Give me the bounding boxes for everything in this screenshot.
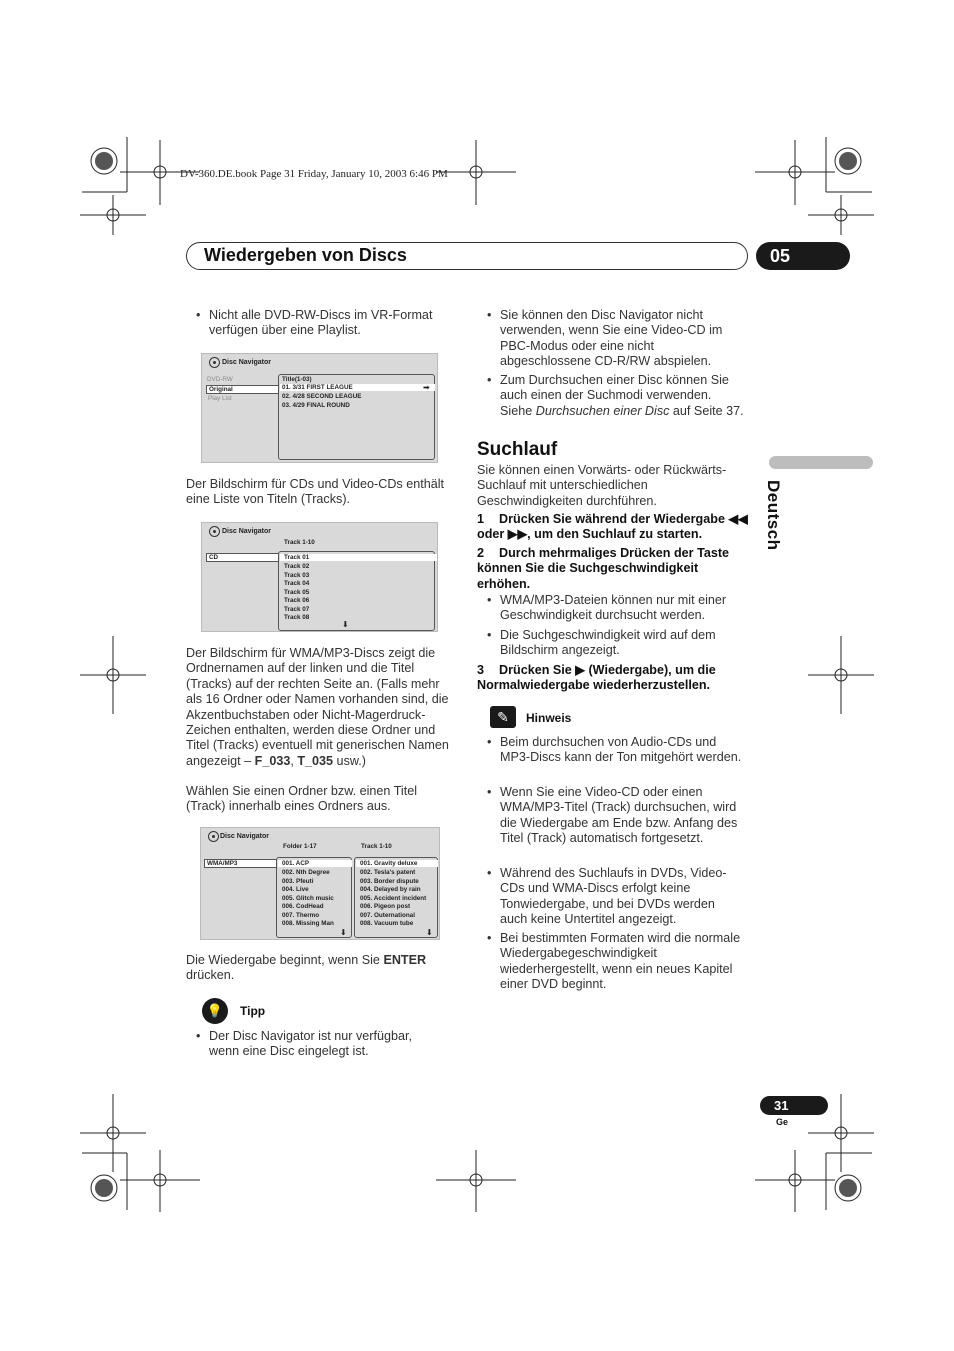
disc-icon — [209, 526, 220, 537]
folder-item: 005. Glitch music — [282, 894, 334, 902]
list-item: Track 06 — [284, 597, 310, 604]
folder-item: 007. Thermo — [282, 911, 320, 919]
menu-cd: CD — [206, 553, 282, 562]
disc-navigator-limitation: • Sie können den Disc Navigator nicht verwenden, wenn Sie eine Video-CD im PBC-Modus oder eine nicht abgeschlossene CD-R/RW abspielen. — [500, 308, 745, 370]
track-item: 003. Border dispute — [360, 877, 419, 885]
menu-original: Original — [206, 385, 282, 394]
menu-dvdrw: DVD-RW — [207, 376, 233, 383]
file-header: DV-360.DE.book Page 31 Friday, January 10, 2003 6:46 PM — [180, 168, 448, 180]
section-intro: Sie können einen Vorwärts- oder Rückwärts-Suchlauf mit unterschiedlichen Geschwindigkeiten durchführen. — [477, 463, 727, 508]
folder-item: 001. ACP — [278, 860, 352, 867]
step-2-note: • WMA/MP3-Dateien können nur mit einer Geschwindigkeit durchsucht werden. — [500, 593, 748, 624]
list-header: Track 1-10 — [284, 539, 315, 546]
lightbulb-icon: 💡 — [202, 998, 228, 1024]
track-item: 001. Gravity deluxe — [356, 860, 438, 867]
disc-navigator-screen-cd — [201, 522, 438, 632]
screen-title: Disc Navigator — [222, 359, 272, 366]
generic-folder-name: F_033 — [254, 753, 291, 768]
screen-title: Disc Navigator — [220, 833, 270, 840]
cross-reference: Durchsuchen einer Disc — [535, 403, 670, 418]
track-item: 008. Vacuum tube — [360, 920, 414, 927]
note-item: • Bei bestimmten Formaten wird die normale Wiedergabegeschwindigkeit wiederhergestellt, wenn ein neues Kapitel einer DVD beginnt. — [500, 931, 745, 993]
language-tab — [769, 456, 873, 469]
arrow-down-icon: ⬇ — [340, 928, 347, 937]
track-item: 006. Pigeon post — [360, 903, 411, 910]
folder-item: 008. Missing Man — [282, 920, 334, 927]
note-item: • Während des Suchlaufs in DVDs, Video-CDs und WMA-Discs erfolgt keine Tonwiedergabe, und bei DVDs werden auch keine Untertitel angezeigt. — [500, 866, 745, 928]
playback-start-instruction: Die Wiedergabe beginnt, wenn Sie ENTER drücken. — [186, 953, 427, 983]
list-header: Title(1-03) — [282, 376, 312, 383]
screen-title: Disc Navigator — [222, 528, 272, 535]
folder-item: 003. Pfeuti — [282, 877, 314, 885]
track-header: Track 1-10 — [361, 843, 392, 850]
generic-track-name: T_035 — [297, 753, 334, 768]
note-item: • Beim durchsuchen von Audio-CDs und MP3-Discs kann der Ton mitgehört werden. — [500, 735, 745, 766]
tip-text: • Der Disc Navigator ist nur verfügbar, wenn eine Disc eingelegt ist. — [209, 1029, 445, 1060]
folder-item: 006. CodHead — [282, 903, 324, 910]
folder-item: 002. Nth Degree — [282, 869, 330, 876]
enter-key-label: ENTER — [383, 953, 427, 967]
language-code: Ge — [776, 1117, 789, 1127]
chapter-number: 05 — [756, 242, 850, 270]
list-item: Track 05 — [284, 588, 310, 596]
menu-playlist: Play List — [208, 395, 232, 402]
disc-navigator-screen-dvd — [201, 353, 438, 463]
list-item: Track 03 — [284, 571, 310, 579]
list-item: Track 01 — [280, 554, 437, 561]
list-item: 02. 4/28 SECOND LEAGUE — [282, 393, 362, 400]
cd-screen-description: Der Bildschirm für CDs und Video-CDs enthält eine Liste von Titeln (Tracks). — [186, 477, 445, 507]
tip-label: Tipp — [240, 1004, 266, 1018]
track-item: 005. Accident incident — [360, 894, 427, 902]
list-item: 01. 3/31 FIRST LEAGUE — [280, 384, 435, 391]
chapter-title: Wiedergeben von Discs — [204, 245, 407, 265]
folder-item: 004. Live — [282, 886, 309, 893]
track-item: 004. Delayed by rain — [360, 886, 421, 893]
disc-navigator-screen-wma — [200, 827, 440, 940]
playlist-note: • Nicht alle DVD-RW-Discs im VR-Format verfügen über eine Playlist. — [209, 308, 449, 339]
menu-wma-mp3: WMA/MP3 — [204, 859, 280, 868]
arrow-down-icon: ⬇ — [426, 928, 433, 937]
page-number: 31 — [760, 1096, 828, 1115]
disc-icon — [209, 357, 220, 368]
step-1: 1 Drücken Sie während der Wiedergabe ◀◀ oder ▶▶, um den Suchlauf zu starten. — [477, 512, 748, 542]
section-title: Suchlauf — [477, 439, 558, 460]
arrow-right-icon: ➡ — [423, 383, 430, 392]
disc-icon — [208, 831, 219, 842]
note-label: Hinweis — [526, 711, 572, 725]
list-item: Track 02 — [284, 563, 310, 570]
arrow-down-icon: ⬇ — [342, 620, 349, 629]
wma-screen-description: Der Bildschirm für WMA/MP3-Discs zeigt die Ordnernamen auf der linken und die Titel (Tracks) auf der rechten Seite an. (Falls mehr als 16 Ordner oder Namen vorhanden sind, die Akzentbuchstaben oder Nicht-Magerdruck-Zeichen enthalten, werden diese Ordner und Titel (Tracks) eventuell mit generischen Namen angezeigt – F_033, T_035 usw.) — [186, 646, 449, 768]
step-2-note: • Die Suchgeschwindigkeit wird auf dem Bildschirm angezeigt. — [500, 628, 748, 659]
pencil-icon: ✎ — [490, 706, 516, 728]
track-item: 002. Tesla's patent — [360, 869, 416, 876]
folder-header: Folder 1-17 — [283, 843, 317, 850]
list-item: 03. 4/29 FINAL ROUND — [282, 402, 350, 409]
select-folder-instruction: Wählen Sie einen Ordner bzw. einen Titel (Track) innerhalb eines Ordners aus. — [186, 784, 418, 814]
list-item: Track 04 — [284, 580, 310, 587]
language-tab-label: Deutsch — [764, 480, 783, 551]
track-item: 007. Outernational — [360, 911, 415, 919]
step-2: 2 Durch mehrmaliges Drücken der Taste können Sie die Suchgeschwindigkeit erhöhen. — [477, 546, 730, 591]
list-item: Track 07 — [284, 605, 310, 613]
step-3: 3 Drücken Sie ▶ (Wiedergabe), um die Normalwiedergabe wiederherzustellen. — [477, 663, 716, 693]
note-item: • Wenn Sie eine Video-CD oder einen WMA/MP3-Titel (Track) durchsuchen, wird die Wiedergabe am Ende bzw. Anfang des Titel (Track) automatisch fortgesetzt. — [500, 785, 745, 847]
search-mode-hint: • Zum Durchsuchen einer Disc können Sie auch einen der Suchmodi verwenden. Siehe Durchsuchen einer Disc auf Seite 37. — [500, 373, 745, 419]
list-item: Track 08 — [284, 614, 310, 621]
